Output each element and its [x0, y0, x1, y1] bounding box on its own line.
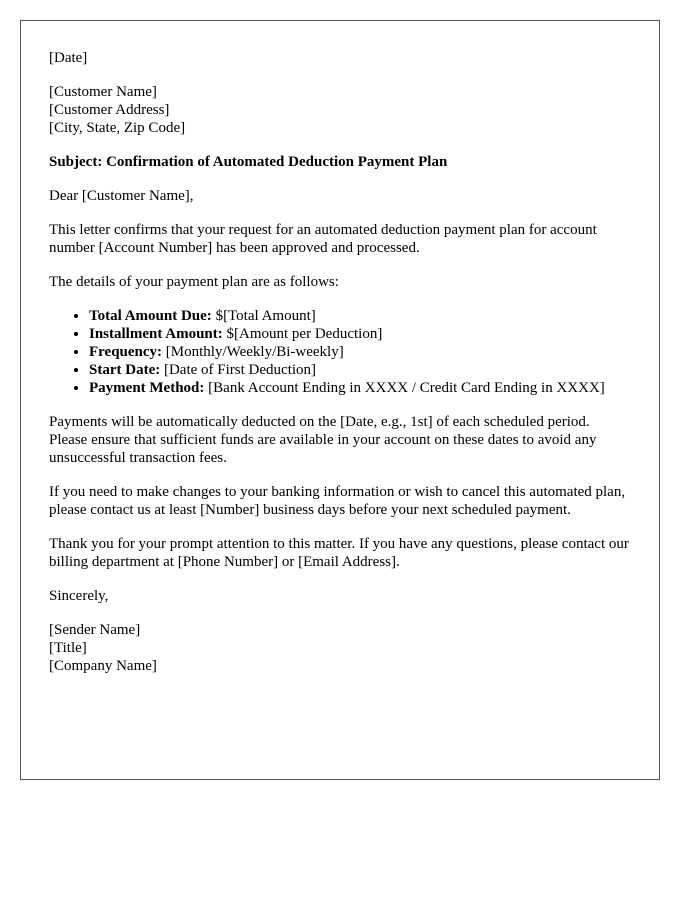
- salutation: Dear [Customer Name],: [49, 188, 194, 204]
- letter-date: [Date]: [49, 50, 88, 66]
- detail-item-payment-method: [89, 379, 631, 397]
- payment-details-list: [49, 307, 631, 397]
- recipient-address: [Customer Address]: [49, 102, 170, 118]
- detail-label: Total Amount Due:: [89, 308, 212, 324]
- detail-item-total-amount: [89, 307, 631, 325]
- detail-value: $[Total Amount]: [211, 308, 316, 324]
- detail-item-start-date: [89, 361, 631, 379]
- sender-block: [49, 621, 631, 675]
- detail-label: Installment Amount:: [89, 326, 223, 342]
- recipient-city-state-zip: [City, State, Zip Code]: [49, 120, 186, 136]
- thanks-paragraph: Thank you for your prompt attention to this matter. If you have any questions, please contact our billing department at [Phone Number] or [Email Address].: [49, 536, 629, 570]
- payments-paragraph: Payments will be automatically deducted on the [Date, e.g., 1st] of each scheduled period. Please ensure that sufficient funds are available in your account on these dates to avoid any unsuccessful transaction fees.: [49, 414, 597, 466]
- sender-company: [Company Name]: [49, 658, 157, 674]
- details-intro: The details of your payment plan are as follows:: [49, 274, 339, 290]
- detail-value: [Bank Account Ending in XXXX / Credit Card Ending in XXXX]: [204, 380, 605, 396]
- closing: Sincerely,: [49, 588, 109, 604]
- recipient-name: [Customer Name]: [49, 84, 157, 100]
- detail-label: Payment Method:: [89, 380, 205, 396]
- sender-title: [Title]: [49, 640, 87, 656]
- subject-line: Subject: Confirmation of Automated Deduction Payment Plan: [49, 154, 448, 170]
- detail-item-frequency: [89, 343, 631, 361]
- changes-paragraph: If you need to make changes to your banking information or wish to cancel this automated plan, please contact us at least [Number] business days before your next scheduled payment.: [49, 484, 626, 518]
- recipient-block: [49, 83, 631, 137]
- detail-value: [Date of First Deduction]: [160, 362, 317, 378]
- sender-name: [Sender Name]: [49, 622, 141, 638]
- detail-label: Frequency:: [89, 344, 163, 360]
- letter: [20, 20, 660, 780]
- intro-paragraph: This letter confirms that your request for an automated deduction payment plan for account number [Account Number] has been approved and processed.: [49, 222, 597, 256]
- detail-label: Start Date:: [89, 362, 161, 378]
- detail-value: $[Amount per Deduction]: [222, 326, 383, 342]
- detail-value: [Monthly/Weekly/Bi-weekly]: [162, 344, 344, 360]
- detail-item-installment-amount: [89, 325, 631, 343]
